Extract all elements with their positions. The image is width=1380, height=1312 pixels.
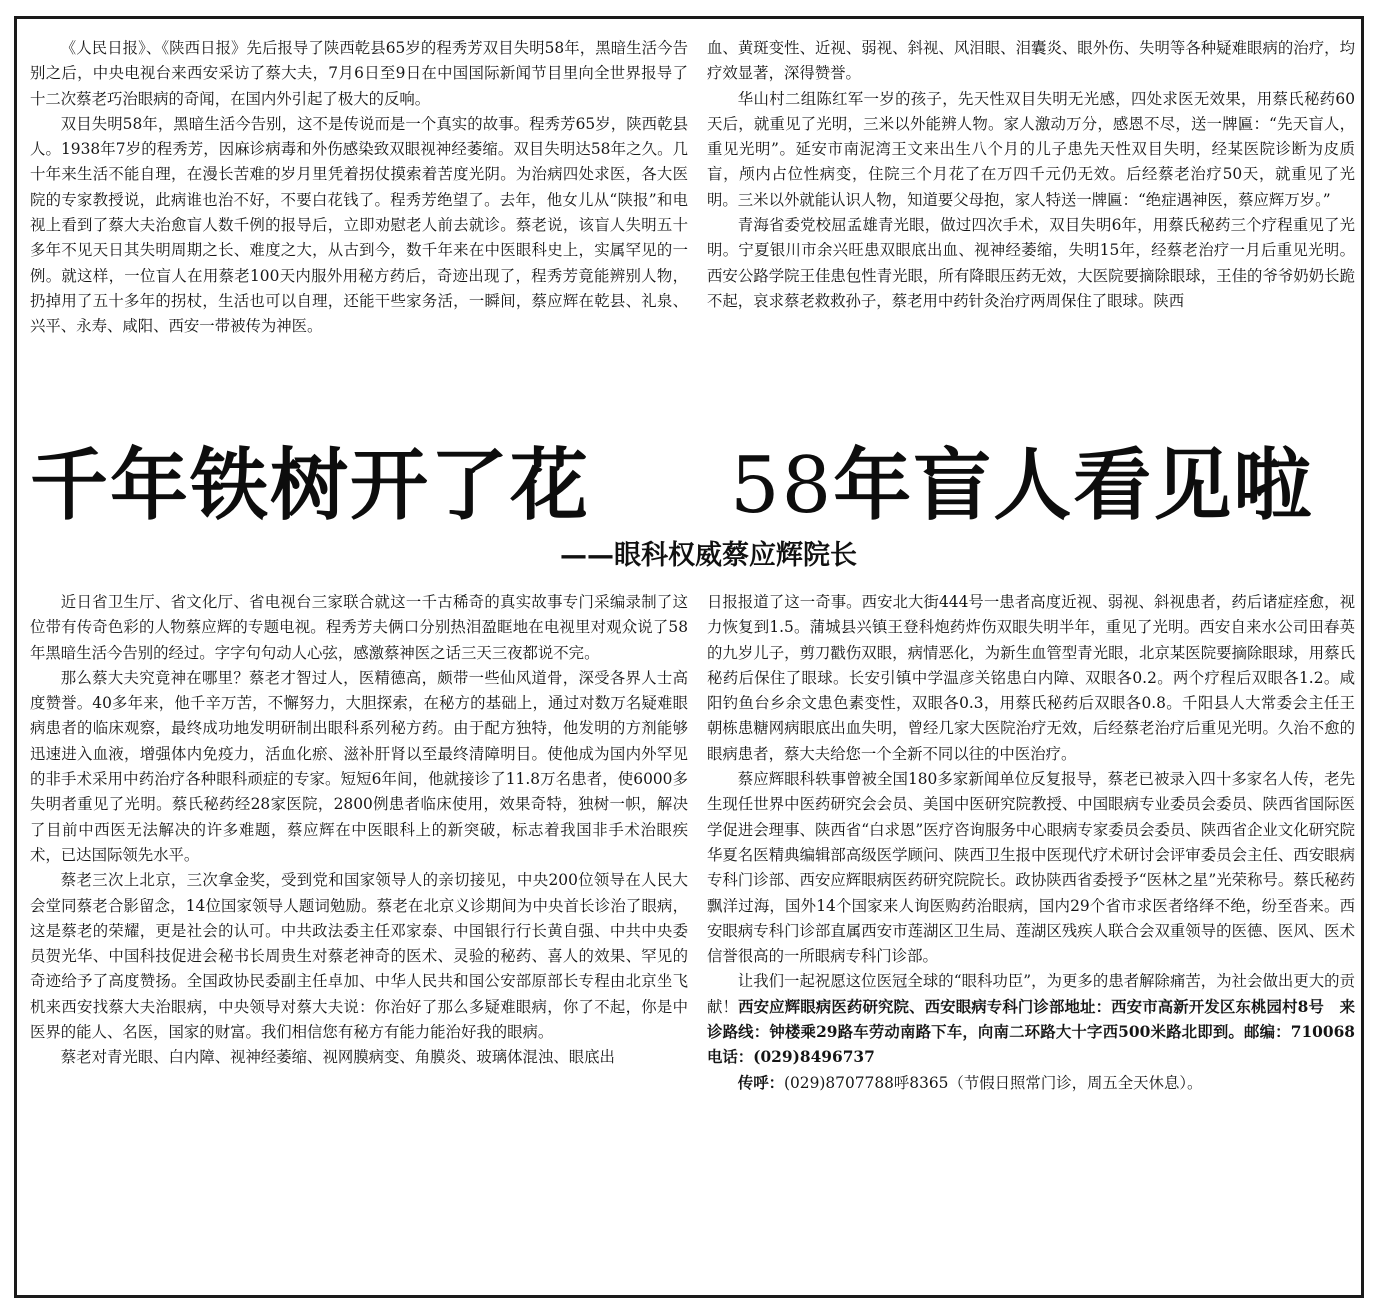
contact-address: 西安应辉眼病医药研究院、西安眼病专科门诊部地址：西安市高新开发区东桃园村8号 来诊路线：钟楼乘29路车劳动南路下车，向南二环路大十字西500米路北即到。邮编：710068 电话：(029)8496737 xyxy=(707,997,1371,1067)
pager-number: (029)8707788呼8365（节假日照常门诊，周五全天休息）。 xyxy=(783,1073,1203,1092)
paragraph: 双目失明58年，黑暗生活今告别，这不是传说而是一个真实的故事。程秀芳65岁，陕西乾县人。1938年7岁的程秀芳，因麻诊病毒和外伤感染致双眼视神经萎缩。双目失明达58年之久。几十年来生活不能自理，在漫长苦难的岁月里凭着拐仗摸索着苦度光阴。为治病四处求医，各大医院的专家教授说，此病谁也治不好，不要白花钱了。程秀芳绝望了。去年，他女儿从“陕报”和电视上看到了蔡大夫治愈盲人数千例的报导后，立即劝慰老人前去就诊。蔡老说，该盲人失明五十多年不见天日其失明周期之长、难度之大，从古到今，数千年来在中医眼科史上，实属罕见的一例。就这样，一位盲人在用蔡老100天内服外用秘方药后，奇迹出现了，程秀芳竟能辨别人物，扔掉用了五十多年的拐杖，生活也可以自理，还能干些家务活，一瞬间，蔡应辉在乾县、礼泉、兴平、永寿、咸阳、西安一带被传为神医。 xyxy=(30,114,688,336)
paragraph: 蔡老三次上北京，三次拿金奖，受到党和国家领导人的亲切接见，中央200位领导在人民大会堂同蔡老合影留念，14位国家领导人题词勉励。蔡老在北京义诊期间为中央首长诊治了眼病，这是蔡老的荣耀，更是社会的认可。中共政法委主任邓家泰、中国银行行长黄自强、中共中央委员贺光华、中国科技促进会秘书长周贵生对蔡老神奇的医术、灵验的秘药、喜人的效果、罕见的奇迹给予了高度赞扬。全国政协民委副主任卓加、中华人民共和国公安部原部长专程由北京坐飞机来西安找蔡大夫治眼病，中央领导对蔡大夫说：你治好了那么多疑难眼病，你了不起，你是中医界的能人、名医，国家的财富。我们相信您有秘方有能力能治好我的眼病。 xyxy=(30,871,688,1042)
headline xyxy=(30,436,1360,536)
headline-number: 58 xyxy=(730,441,834,531)
closing-paragraph xyxy=(707,969,1371,1070)
paragraph: 近日省卫生厅、省文化厅、省电视台三家联合就这一千古稀奇的真实故事专门采编录制了这位带有传奇色彩的人物蔡应辉的专题电视。程秀芳夫俩口分别热泪盈眶地在电视里对观众说了58年黑暗生活今告别的经过。字字句句动人心弦，感激蔡神医之话三天三夜都说不完。 xyxy=(30,593,688,662)
paragraph: 血、黄斑变性、近视、弱视、斜视、风泪眼、泪囊炎、眼外伤、失明等各种疑难眼病的治疗，均疗效显著，深得赞誉。 xyxy=(707,39,1355,83)
pager-line xyxy=(707,1071,1355,1096)
paragraph: 华山村二组陈红军一岁的孩子，先天性双目失明无光感，四处求医无效果，用蔡氏秘药60天后，就重见了光明，三米以外能辨人物。家人激动万分，感恩不尽，送一牌匾：“先天盲人，重见光明”。延安市南泥湾王文来出生八个月的儿子患先天性双目失明，经某医院诊断为皮质盲，颅内占位性病变，住院三个月花了在万四千元仍无效。后经蔡老治疗50天，就重见了光明。三米以外就能认识人物，知道要父母抱，家人特送一牌匾：“绝症遇神医，蔡应辉万岁。” xyxy=(707,89,1355,209)
closing-text: 让我们一起祝愿这位医冠全球的“眼科功臣”，为更多的患者解除痛苦，为社会做出更大的贡献！ xyxy=(707,972,1355,1016)
paragraph: 青海省委党校屈孟雄青光眼，做过四次手术，双目失明6年，用蔡氏秘药三个疗程重见了光明。宁夏银川市余兴旺患双眼底出血、视神经萎缩，失明15年，经蔡老治疗一月后重见光明。西安公路学院王佳患包性青光眼，所有降眼压药无效，大医院要摘除眼球，王佳的爷爷奶奶长跪不起，哀求蔡老救救孙子，蔡老用中药针灸治疗两周保住了眼球。陕西 xyxy=(707,216,1355,310)
article-top-right-column xyxy=(707,36,1355,314)
headline-part1: 千年铁树开了花 xyxy=(30,441,591,531)
subheadline: ——眼科权威蔡应辉院长 xyxy=(560,540,857,571)
paragraph: 《人民日报》、《陕西日报》先后报导了陕西乾县65岁的程秀芳双目失明58年，黑暗生活今告别之后，中央电视台来西安采访了蔡大夫，7月6日至9日在中国国际新闻节目里向全世界报导了十二次蔡老巧治眼病的奇闻，在国内外引起了极大的反响。 xyxy=(30,39,688,108)
paragraph: 那么蔡大夫究竟神在哪里？蔡老才智过人，医精德高，颇带一些仙风道骨，深受各界人士高度赞誉。40多年来，他千辛万苦，不懈努力，大胆探索，在秘方的基础上，通过对数万名疑难眼病患者的临床观察，最终成功地发明研制出眼科系列秘方药。由于配方独特，他发明的方剂能够迅速进入血液，增强体内免疫力，活血化瘀、滋补肝肾以至最终清障明目。使他成为国内外罕见的非手术采用中药治疗各种眼科顽症的专家。短短6年间，他就接诊了11.8万名患者，使6000多失明者重见了光明。蔡氏秘药经28家医院，2800例患者临床使用，效果奇特，独树一帜，解决了目前中西医无法解决的许多难题，蔡应辉在中医眼科上的新突破，标志着我国非手术治眼疾术，已达国际领先水平。 xyxy=(30,668,688,864)
article-bottom-right-column xyxy=(707,590,1371,1096)
headline-part2-text: 年盲人看见啦 xyxy=(833,441,1314,531)
pager-label: 传呼： xyxy=(737,1073,784,1092)
paragraph: 蔡应辉眼科轶事曾被全国180多家新闻单位反复报导，蔡老已被录入四十多家名人传，老先生现任世界中医药研究会会员、美国中医研究院教授、中国眼病专业委员会委员、陕西省国际医学促进会理事、陕西省“白求恩”医疗咨询服务中心眼病专家委员会委员、陕西省企业文化研究院华夏名医精典编辑部高级医学顾问、陕西卫生报中医现代疗术研讨会评审委员会主任、西安眼病专科门诊部、西安应辉眼病医药研究院院长。政协陕西省委授予“医林之星”光荣称号。蔡氏秘药飘洋过海，国外14个国家来人询医购药治眼病，国内29个省市求医者络绎不绝，纷至沓来。西安眼病专科门诊部直属西安市莲湖区卫生局、莲湖区残疾人联合会双重领导的医德、医风、医术信誉很高的一所眼病专科门诊部。 xyxy=(707,770,1355,966)
paragraph: 蔡老对青光眼、白内障、视神经萎缩、视网膜病变、角膜炎、玻璃体混浊、眼底出 xyxy=(60,1048,615,1067)
headline-part2 xyxy=(730,436,1313,536)
article-bottom-left-column xyxy=(30,590,688,1071)
article-top-left-column xyxy=(30,36,688,340)
paragraph: 日报报道了这一奇事。西安北大街444号一患者高度近视、弱视、斜视患者，药后诸症痊愈，视力恢复到1.5。蒲城县兴镇王登科炮药炸伤双眼失明半年，重见了光明。西安自来水公司田春英的九岁儿子，剪刀戳伤双眼，病情恶化，为新生血管型青光眼，北京某医院要摘除眼球，用蔡氏秘药后保住了眼球。长安引镇中学温彦关铭患白内障、双眼各0.2。两个疗程后双眼各1.2。咸阳钓鱼台乡余文患色素变性，双眼各0.3，用蔡氏秘药后双眼各0.8。千阳县人大常委会主任王朝栋患糖网病眼底出血失明，曾经几家大医院治疗无效，后经蔡老治疗后重见光明。久治不愈的眼病患者，蔡大夫给您一个全新不同以往的中医治疗。 xyxy=(707,593,1355,763)
